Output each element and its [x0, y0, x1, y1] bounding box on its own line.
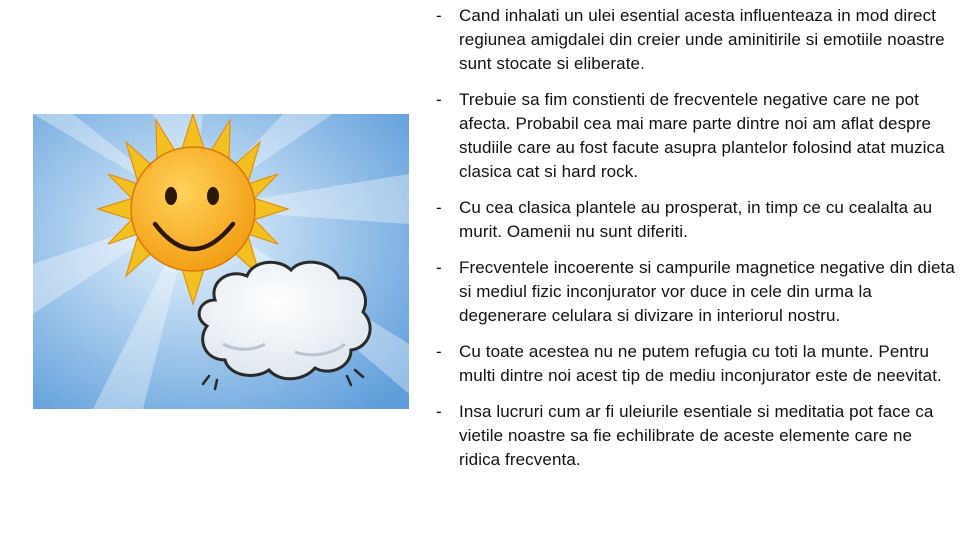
bullet-dash: -	[436, 342, 442, 361]
bullet-text: Cu toate acestea nu ne putem refugia cu toti la munte. Pentru multi dintre noi acest tip de mediu inconjurator este de neevitat.	[459, 342, 942, 385]
bullet-text: Cand inhalati un ulei esential acesta influenteaza in mod direct regiunea amigdalei din creier unde aminitirile si emotiile noastre sunt stocate si eliberate.	[459, 6, 945, 73]
bullet-dash: -	[436, 198, 442, 217]
bullet-item	[436, 88, 956, 184]
bullet-dash: -	[436, 258, 442, 277]
sun-cloud-illustration	[33, 114, 409, 409]
sun-face	[131, 147, 255, 271]
bullet-dash: -	[436, 402, 442, 421]
bullet-dash: -	[436, 90, 442, 109]
bullet-item	[436, 256, 956, 328]
cloud	[199, 262, 370, 379]
bullet-text: Insa lucruri cum ar fi uleiurile esentiale si meditatia pot face ca vietile noastre sa fie echilibrate de aceste elemente care ne ridica frecventa.	[459, 402, 934, 469]
bullet-text: Cu cea clasica plantele au prosperat, in timp ce cu cealalta au murit. Oamenii nu sunt diferiti.	[459, 198, 933, 241]
bullet-item	[436, 4, 956, 76]
sun-left-eye	[165, 187, 177, 205]
bullet-list	[436, 4, 956, 472]
bullet-item	[436, 400, 956, 472]
bullet-item	[436, 340, 956, 388]
bullet-item	[436, 196, 956, 244]
bullet-text: Frecventele incoerente si campurile magnetice negative din dieta si mediul fizic inconjurator vor duce in cele din urma la degenerare celulara si divizare in interiorul nostru.	[459, 258, 955, 325]
bullet-dash: -	[436, 6, 442, 25]
bullet-text: Trebuie sa fim constienti de frecventele negative care ne pot afecta. Probabil cea mai mare parte dintre noi am aflat despre studiile care au fost facute asupra plantelor folosind atat muzica clasica cat si hard rock.	[459, 90, 945, 181]
sun-right-eye	[207, 187, 219, 205]
